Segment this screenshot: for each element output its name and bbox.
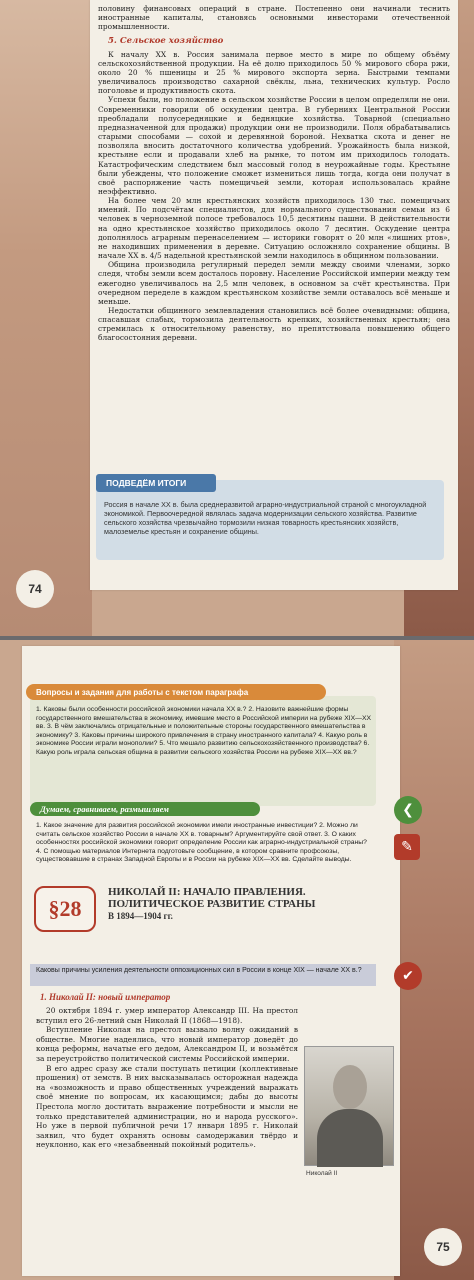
portrait-coat [317, 1109, 383, 1167]
paragraph-title-years: В 1894—1904 гг. [108, 911, 173, 921]
paragraph: На более чем 20 млн крестьянских хозяйств приходилось 130 тыс. помещичьих имений. По подсчётам специалистов, для нормального существования семьи из 6 человек в черноземной полосе требовалось 10,5 десятины пашни. В действительности на одно крестьянское хозяйство приходилось около 7 десятин. Оскудение центра дополнялось аграрным перенаселением — историки говорят о 20 млн «лишних ртов», не находивших применения в деревне. Ситуацию осложняло сохранение общины. В начале XX в. 4/5 надельной крестьянской земли находилось в общинном пользовании. [98, 196, 450, 261]
think-title: Думаем, сравниваем, размышляем [30, 802, 260, 816]
paragraph: В его адрес сразу же стали поступать петиции (коллективные прошения) от земств. В них высказывалась осторожная надежда на «возможность и право общественных учреждений выражать своё мнение по вопросам, их касающимся; дабы до высоты Престола могло доститать выражение потребности и мысли не только представителей администрации, но и народа русского». Но уже в первой публичной речи 17 января 1895 г. Николай заявил, что будет охранять основы самодержавия твёрдо и неуклонно, как его «незабвенный покойный родитель». [36, 1063, 298, 1150]
think-text: 1. Какое значение для развития российской экономики имели иностранные инвестиции? 2. Можно ли считать сельское хозяйство России в начале XX в. товарным? Аргументируйте свой ответ. 3. О каких особенностях российской экономики говорит определение России как аграрно-индустриальной страны? 4. С помощью материалов Интернета подготовьте сообщение, в котором сравните профсоюзы, существовавшие в странах Западной Европы и в России на рубеже XIX—XX вв. Сделайте выводы. [36, 822, 367, 864]
paragraph-title-line: ПОЛИТИЧЕСКОЕ РАЗВИТИЕ СТРАНЫ [108, 898, 316, 910]
page-number: 74 [16, 570, 54, 608]
portrait-face [333, 1065, 367, 1109]
page-75 [0, 640, 474, 1280]
section-heading: 5. Сельское хозяйство [108, 36, 224, 47]
paragraph: К началу XX в. Россия занимала первое место в мире по общему объёму сельскохозяйственной продукции. На её долю приходилось 50 % мирового сбора ржи, около 20 % пшеницы и 25 % мирового экспорта зерна. Быстрыми темпами увеличивалось производство сахарной свёклы, льна, технических культур. Росло поголовье и продуктивность скота. [98, 49, 450, 96]
sub-heading: 1. Николай II: новый император [40, 992, 171, 1002]
key-question: Каковы причины усиления деятельности оппозиционных сил в России в конце XIX — начале XX в.? [30, 964, 376, 986]
portrait-image [304, 1046, 394, 1166]
paragraph-title-line: НИКОЛАЙ II: НАЧАЛО ПРАВЛЕНИЯ. [108, 886, 306, 898]
summary-title: ПОДВЕДЁМ ИТОГИ [96, 474, 216, 492]
page-74-text [90, 0, 458, 343]
check-icon: ✔ [394, 962, 422, 990]
decorative-illustration-left [0, 0, 92, 636]
paragraph: Успехи были, но положение в сельском хозяйстве России в целом определяли не они. Современники говорили об оскудении центра. В губерниях Центральной России преобладали полусередняцкие и бедняцкие хозяйства. Товарной (специально предназначенной для продажи) продукции они не производили. Поля обрабатывались старыми способами — сохой и деревянной бороной. Нехватка скота и денег не позволяла вносить достаточного количества удобрений. Урожайность была низкой, крестьяне если и продавали хлеб на рынке, то потом им приходилось голодать. Катастрофическим следствием был массовый голод в неурожайные годы. Крестьяне были убеждены, что положение сможет измениться лишь тогда, когда они получат в своё распоряжение часть помещичьей земли, которая использовалась крайне неэффективно. [98, 95, 450, 196]
paragraph: Вступление Николая на престол вызвало волну ожиданий в обществе. Многие надеялись, что новый император доведёт до конца реформы, начатые его дедом, Александром II, и возьмётся за переустройство политической системы Российской империи. [36, 1025, 298, 1063]
summary-text: Россия в начале XX в. была среднеразвитой аграрно-индустриальной страной с многоукладной экономикой. Первоочередной являлась задача модернизации сельского хозяйства. Развитие сельского хозяйства чрезвычайно тормозили низкая товарность крестьянских хозяйств, малоземелье крестьян и сохранение общины. [104, 500, 427, 536]
questions-title: Вопросы и задания для работы с текстом параграфа [26, 684, 326, 700]
paragraph: 20 октября 1894 г. умер император Александр III. На престол вступил его 26-летний сын Николай II (1868—1918). [36, 1006, 298, 1025]
paragraph-title [108, 886, 368, 922]
page-75-text [36, 1006, 298, 1150]
portrait-caption: Николай II [306, 1170, 338, 1177]
decorative-illustration-right [394, 640, 474, 1280]
page-74 [0, 0, 474, 636]
chevron-left-icon: ❮ [394, 796, 422, 824]
questions-text: 1. Каковы были особенности российской экономики начала XX в.? 2. Назовите важнейшие формы государственного вмешательства в экономику, имевшие место в Российской империи на рубеже XIX—XX вв. 3. В чём заключались отрицательные и положительные стороны государственного вмешательства в экономику? 3. Каковы причины широкого привлечения в страну иностранного капитала? 4. Какую роль в экономике России играли монополии? 5. Что мешало развитию сельскохозяйственного производства? 6. Какую роль играла сельская община в развитии сельского хозяйства России на рубеже XIX—XX вв.? [36, 706, 372, 756]
paragraph-number-badge: §28 [34, 886, 96, 932]
paragraph: Недостатки общинного землевладения становились всё более очевидными: община, спасавшая слабых, тормозила деятельность крепких, хозяйственных крестьян; она стремилась к относительному равенству, но препятствовала повышению общего благосостояния деревни. [98, 306, 450, 343]
intro-lines: половину финансовых операций в стране. Постепенно они начинали теснить иностранные капиталы, становясь основными инвесторами отечественной промышленности. [98, 4, 450, 32]
page-number: 75 [424, 1228, 462, 1266]
paragraph: Община производила регулярный передел земли между своими членами, зорко следя, чтобы земли всем досталось поровну. Население Российской империи между тем ежегодно увеличивалось на 2,5 млн человек, в основном за счёт крестьянства. При очередном переделе в каждом крестьянском хозяйстве земли оставалось всё меньше и меньше. [98, 260, 450, 306]
edit-icon: ✎ [394, 834, 420, 860]
